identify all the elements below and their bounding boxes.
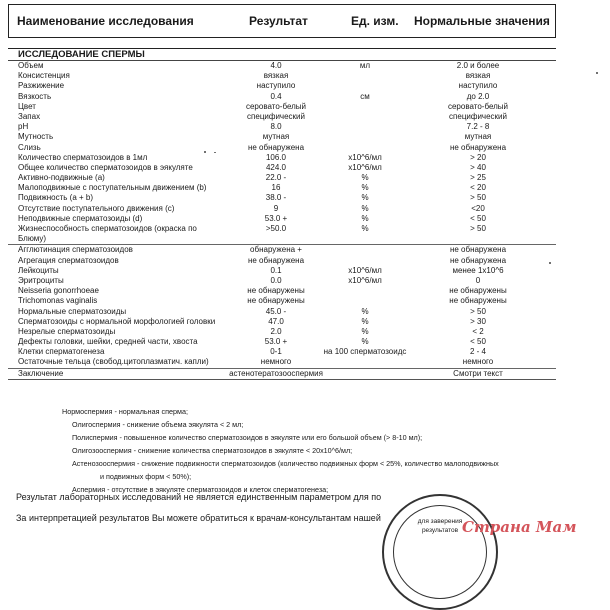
table-row (8, 337, 556, 347)
table-row (8, 244, 556, 255)
row-unit: x10^6/мл (348, 265, 382, 275)
row-name: Разжижение (18, 81, 65, 91)
row-norm: > 50 (470, 224, 486, 233)
table-header (8, 4, 556, 38)
table-row (8, 286, 556, 296)
row-result: вязкая (263, 71, 289, 81)
conclusion-line: Олигозооспермия - снижение количества сперматозоидов в эякуляте < 20x10^6/мл; (72, 446, 353, 455)
header-norm: Нормальные значения (414, 14, 550, 28)
table-row (8, 71, 556, 81)
row-name: Жизнеспособность сперматозоидов (окраска по Блюму) (18, 224, 197, 243)
row-norm: до 2.0 (466, 91, 490, 101)
row-norm: немного (462, 357, 494, 367)
row-norm: > 40 (470, 162, 486, 172)
header-unit: Ед. изм. (351, 14, 399, 28)
table-row (8, 163, 556, 173)
table-row (8, 296, 556, 306)
table-row (8, 256, 556, 266)
scan-speck (204, 151, 206, 153)
table-row (8, 368, 556, 379)
row-unit: x10^6/мл (348, 162, 382, 172)
row-unit: % (361, 203, 369, 213)
row-result: 53.0 + (264, 213, 288, 223)
row-norm: не обнаружена (449, 142, 507, 152)
row-result: обнаружена + (250, 245, 302, 255)
row-result: не обнаружены (247, 286, 305, 296)
row-unit: на 100 сперматозоидс (323, 347, 407, 357)
row-result: 9 (273, 203, 279, 213)
table-row (8, 102, 556, 112)
table-row (8, 276, 556, 286)
row-unit: % (361, 183, 369, 193)
conclusion-line: Астенозооспермия - снижение подвижности сперматозоидов (количество подвижных форм < 25%, количество малоподвижных (72, 459, 499, 468)
row-result: >50.0 (265, 224, 287, 233)
watermark-logo: Страна Мам (462, 518, 577, 536)
row-result: 22.0 - (265, 173, 287, 183)
row-name: Trichomonas vaginalis (18, 296, 98, 306)
row-name: Заключение (18, 368, 64, 378)
results-table (8, 61, 556, 380)
row-result: 0-1 (270, 347, 282, 357)
row-norm: > 25 (470, 173, 486, 183)
row-result: 47.0 (268, 316, 284, 326)
row-unit: % (361, 224, 369, 233)
table-row (8, 112, 556, 122)
row-name: Клетки сперматогенеза (18, 347, 105, 357)
row-norm: не обнаружены (449, 296, 507, 306)
row-norm: 0 (475, 275, 481, 285)
row-unit: % (361, 213, 369, 223)
table-row (8, 317, 556, 327)
stamp-text-1: для заверения (417, 518, 463, 525)
row-unit: % (361, 316, 369, 326)
row-norm: <20 (471, 203, 485, 213)
row-norm: серовато-белый (447, 101, 509, 111)
conclusion-line: Олигоспермия - снижение объема эякулята < 2 мл; (72, 420, 244, 429)
row-result: 0.1 (270, 265, 282, 275)
row-name: Лейкоциты (18, 265, 59, 275)
row-result: астенотератозооспермия (229, 368, 323, 378)
row-norm: 2.0 и более (456, 61, 500, 70)
row-unit: x10^6/мл (348, 152, 382, 162)
lab-stamp (382, 494, 498, 610)
row-norm: < 50 (470, 337, 486, 347)
row-result: немного (260, 357, 292, 367)
row-name: Нормальные сперматозоиды (18, 306, 127, 316)
row-name: Дефекты головки, шейки, средней части, хвоста (18, 337, 198, 347)
row-norm: > 30 (470, 316, 486, 326)
row-norm: < 2 (472, 326, 484, 336)
row-norm: мутная (464, 132, 492, 142)
row-unit: x10^6/мл (348, 275, 382, 285)
row-norm: не обнаружена (449, 255, 507, 265)
row-name: Агрегация сперматозоидов (18, 255, 119, 265)
row-result: специфический (247, 111, 305, 121)
row-unit: % (361, 173, 369, 183)
table-row (8, 132, 556, 142)
table-row (8, 307, 556, 317)
row-name: Подвижность (a + b) (18, 193, 94, 203)
row-norm: специфический (449, 111, 507, 121)
row-name: Малоподвижные с поступательным движением (b) (18, 183, 207, 193)
scan-speck (549, 262, 551, 264)
row-result: 424.0 (265, 162, 287, 172)
row-name: Объем (18, 61, 44, 70)
row-norm: 7.2 - 8 (466, 122, 490, 132)
row-norm: не обнаружены (449, 286, 507, 296)
table-row (8, 266, 556, 276)
row-unit: см (360, 91, 370, 101)
table-row (8, 153, 556, 163)
row-name: Консистенция (18, 71, 70, 81)
footer-line-2: За интерпретацией результатов Вы можете обратиться к врачам-консультантам нашей (16, 513, 381, 523)
row-name: Запах (18, 111, 41, 121)
row-name: Агглютинация сперматозоидов (18, 245, 133, 255)
scan-speck (214, 152, 216, 153)
row-result: 2.0 (270, 326, 282, 336)
row-name: Незрелые сперматозоиды (18, 326, 116, 336)
row-name: Neisseria gonorrhoeae (18, 286, 99, 296)
table-row (8, 204, 556, 214)
row-name: Мутность (18, 132, 54, 142)
row-result: наступило (256, 81, 296, 91)
row-norm: вязкая (465, 71, 491, 81)
scan-speck (596, 72, 598, 74)
row-norm: > 50 (470, 306, 486, 316)
table-row (8, 92, 556, 102)
row-name: Слизь (18, 142, 41, 152)
conclusion-line: Аспермия - отсутствие в эякуляте сперматозоидов и клеток сперматогенеза; (72, 485, 329, 494)
table-row (8, 143, 556, 153)
row-name: Количество сперматозоидов в 1мл (18, 152, 148, 162)
row-norm: > 50 (470, 193, 486, 203)
section-title: ИССЛЕДОВАНИЕ СПЕРМЫ (8, 48, 556, 61)
conclusion-line: Нормоспермия - нормальная сперма; (62, 407, 188, 416)
table-row (8, 183, 556, 193)
header-name: Наименование исследования (17, 14, 194, 28)
row-norm: Смотри текст (453, 368, 503, 378)
row-result: не обнаружена (247, 255, 305, 265)
row-name: Эритроциты (18, 275, 64, 285)
row-name: Сперматозоиды с нормальной морфологией головки (18, 316, 216, 326)
row-name: Неподвижные сперматозоиды (d) (18, 213, 143, 223)
row-result: 8.0 (270, 122, 282, 132)
row-unit: % (361, 326, 369, 336)
row-result: мутная (262, 132, 290, 142)
row-unit: % (361, 306, 369, 316)
row-result: 53.0 + (264, 337, 288, 347)
table-row (8, 224, 556, 244)
row-result: серовато-белый (245, 101, 307, 111)
row-unit: % (361, 193, 369, 203)
row-name: Остаточные тельца (свобод.цитоплазматич. капли) (18, 357, 209, 367)
row-norm: наступило (458, 81, 498, 91)
row-result: 16 (271, 183, 281, 193)
row-unit: % (361, 337, 369, 347)
header-result: Результат (249, 14, 308, 28)
row-norm: < 20 (470, 183, 486, 193)
row-name: Цвет (18, 101, 36, 111)
row-norm: не обнаружена (449, 245, 507, 255)
row-norm: > 20 (470, 152, 486, 162)
row-norm: менее 1x10^6 (452, 265, 504, 275)
row-name: Отсутствие поступательного движения (c) (18, 203, 175, 213)
table-row (8, 81, 556, 91)
row-result: 45.0 - (265, 306, 287, 316)
conclusions-block (8, 405, 556, 496)
row-result: 106.0 (265, 152, 287, 162)
table-row (8, 122, 556, 132)
row-result: 0.4 (270, 91, 282, 101)
conclusion-line: Полиспермия - повышенное количество сперматозоидов в эякуляте или его большой объем (> 8-10 мл); (72, 433, 423, 442)
table-row (8, 173, 556, 183)
row-norm: < 50 (470, 213, 486, 223)
row-result: 38.0 - (265, 193, 287, 203)
stamp-text-2: результатов (421, 527, 459, 534)
table-row (8, 327, 556, 337)
table-row (8, 214, 556, 224)
row-result: не обнаружены (247, 296, 305, 306)
table-row (8, 347, 556, 357)
row-unit: мл (359, 61, 371, 70)
row-name: Вязкость (18, 91, 52, 101)
table-row (8, 61, 556, 71)
row-result: 0.0 (270, 275, 282, 285)
row-name: Общее количество сперматозоидов в эякуляте (18, 162, 193, 172)
table-row (8, 193, 556, 203)
row-name: pH (18, 122, 29, 132)
row-result: не обнаружена (247, 142, 305, 152)
row-name: Активно-подвижные (a) (18, 173, 105, 183)
row-norm: 2 - 4 (469, 347, 487, 357)
conclusion-line: и подвижных форм < 50%); (100, 472, 192, 481)
table-row (8, 357, 556, 367)
row-result: 4.0 (270, 61, 282, 70)
footer-line-1: Результат лабораторных исследований не является единственным параметром для по (16, 492, 382, 502)
